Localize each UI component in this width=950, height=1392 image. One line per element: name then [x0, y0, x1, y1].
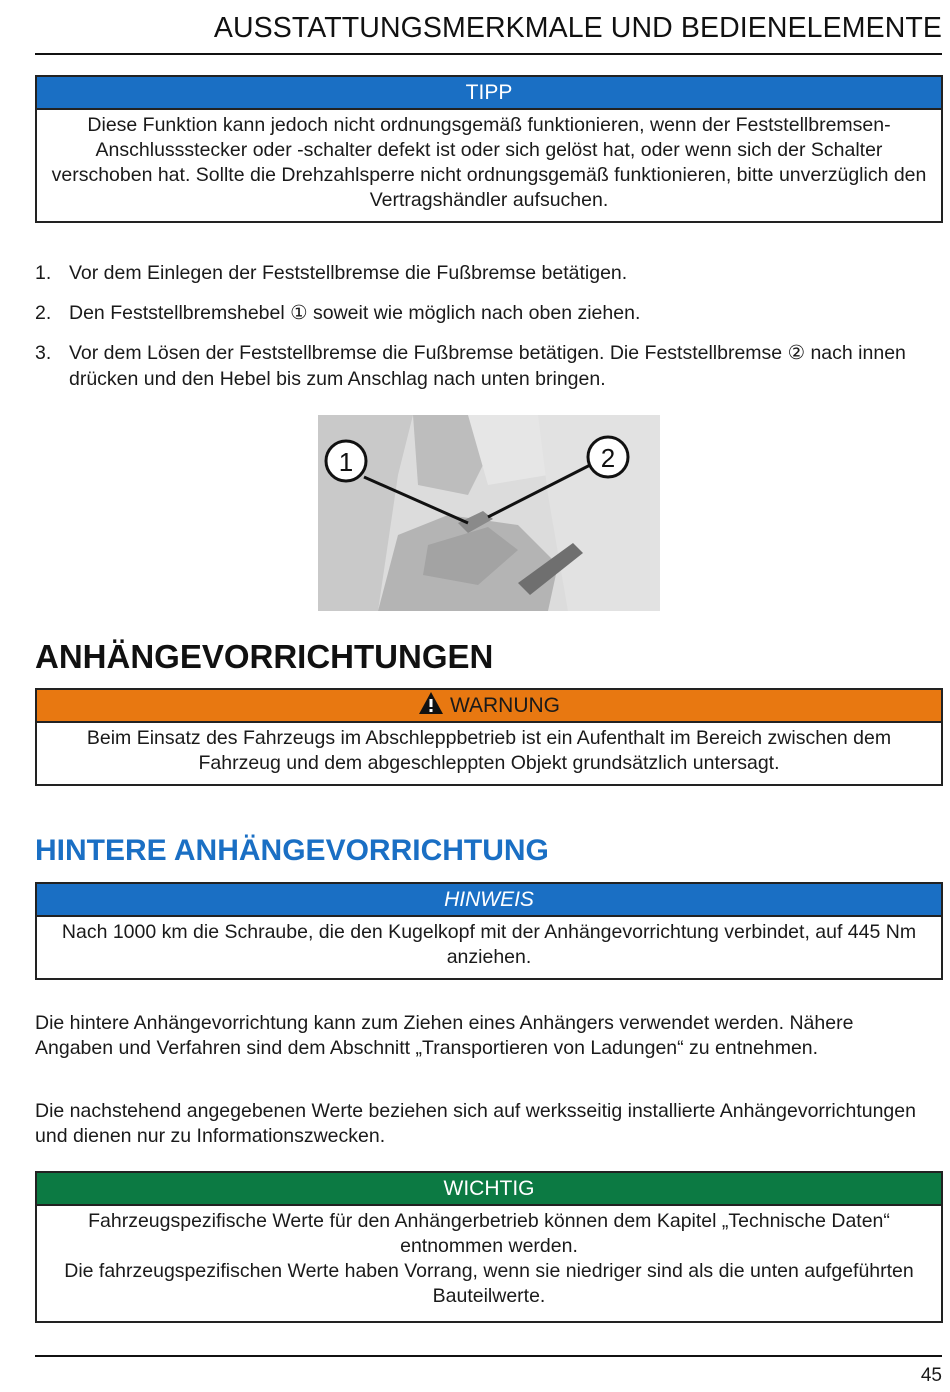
page-header-title: AUSSTATTUNGSMERKMALE UND BEDIENELEMENTE [213, 12, 942, 44]
header-rule [35, 53, 942, 55]
step-text: Vor dem Lösen der Feststellbremse die Fußbremse betätigen. Die Feststellbremse ② nach innen drücken und den Hebel bis zum Anschlag nach unten bringen. [69, 342, 906, 390]
warnung-text: Beim Einsatz des Fahrzeugs im Abschleppbetrieb ist ein Aufenthalt im Bereich zwischen dem Fahrzeug und dem abgeschleppten Objekt grundsätzlich untersagt. [86, 727, 892, 774]
tipp-label: TIPP [37, 77, 941, 110]
wichtig-text-1: Fahrzeugspezifische Werte für den Anhängerbetrieb können dem Kapitel „Technische Daten“ entnommen werden. [88, 1210, 890, 1257]
warnung-box [35, 688, 943, 786]
section-title-anhaengevorrichtungen: ANHÄNGEVORRICHTUNGEN [35, 638, 494, 675]
paragraph-1: Die hintere Anhängevorrichtung kann zum Ziehen eines Anhängers verwendet werden. Nähere Angaben und Verfahren sind dem Abschnitt „Transportieren von Ladungen“ zu entnehmen. [35, 1012, 854, 1059]
tipp-text: Diese Funktion kann jedoch nicht ordnungsgemäß funktionieren, wenn der Feststellbremsen-Anschlussstecker oder -schalter defekt ist oder sich gelöst hat, oder wenn sich der Schalter verschoben hat. Sollte die Drehzahlsperre nicht ordnungsgemäß funktionieren, bitte unverzüglich den Vertragshändler aufsuchen. [51, 114, 927, 211]
steps-list [35, 260, 930, 406]
wichtig-body [37, 1206, 941, 1321]
step-text: Den Feststellbremshebel ① soweit wie möglich nach oben ziehen. [69, 302, 641, 324]
step-number: 3. [35, 342, 52, 364]
section-title-hintere-anhaengevorrichtung: HINTERE ANHÄNGEVORRICHTUNG [35, 834, 549, 867]
footer-rule [35, 1355, 942, 1357]
tipp-box [35, 75, 943, 223]
wichtig-text-2: Die fahrzeugspezifischen Werte haben Vorrang, wenn sie niedriger sind als die unten aufgeführten Bauteilwerte. [64, 1260, 914, 1307]
wichtig-label: WICHTIG [37, 1173, 941, 1206]
warnung-header [37, 690, 941, 723]
parking-brake-illustration [318, 415, 660, 611]
list-item [35, 340, 930, 392]
wichtig-box [35, 1171, 943, 1323]
hinweis-box [35, 882, 943, 980]
callout-1-label: 1 [338, 447, 354, 477]
hinweis-text: Nach 1000 km die Schraube, die den Kugelkopf mit der Anhängevorrichtung verbindet, auf 445 Nm anziehen. [61, 921, 917, 968]
list-item [35, 300, 930, 326]
warning-icon [418, 691, 444, 715]
hinweis-label: HINWEIS [37, 884, 941, 917]
callout-2-label: 2 [600, 443, 616, 473]
paragraph-2: Die nachstehend angegebenen Werte beziehen sich auf werksseitig installierte Anhängevorrichtungen und dienen nur zu Informationszwecken. [35, 1100, 916, 1147]
warnung-label: WARNUNG [449, 694, 561, 717]
page-number: 45 [920, 1365, 942, 1386]
step-text: Vor dem Einlegen der Feststellbremse die Fußbremse betätigen. [69, 262, 628, 284]
step-number: 1. [35, 262, 52, 284]
list-item [35, 260, 930, 286]
step-number: 2. [35, 302, 52, 324]
